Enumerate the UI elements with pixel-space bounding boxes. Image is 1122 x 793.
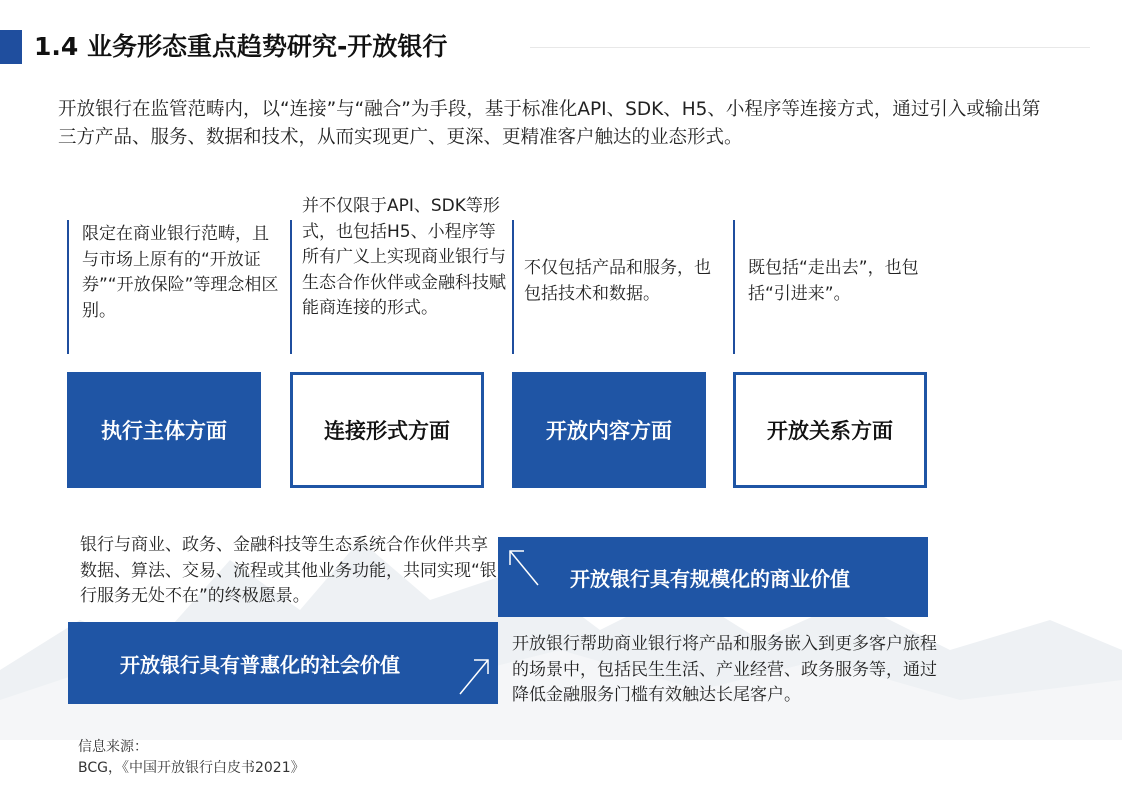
intro-paragraph: 开放银行在监管范畴内，以“连接”与“融合”为手段，基于标准化API、SDK、H5、小程序等连接方式，通过引入或输出第三方产品、服务、数据和技术，从而实现更广、更深、更精准客户触达的业态形式。 bbox=[58, 99, 1041, 148]
page-title: 1.4 业务形态重点趋势研究-开放银行 bbox=[34, 32, 448, 61]
aspect-box-executor: 执行主体方面 bbox=[67, 372, 261, 488]
social-value-banner bbox=[68, 622, 498, 704]
aspect-line-3 bbox=[512, 220, 514, 354]
aspect-box-connection: 连接形式方面 bbox=[290, 372, 484, 488]
social-value-label: 开放银行具有普惠化的社会价值 bbox=[120, 652, 400, 677]
source-note bbox=[78, 737, 305, 779]
aspect-desc-relation: 既包括“走出去”，也包括“引进来”。 bbox=[748, 258, 919, 304]
source-text: BCG，《中国开放银行白皮书2021》 bbox=[78, 760, 305, 776]
arrow-up-left-icon bbox=[506, 545, 542, 589]
commercial-value-desc: 银行与商业、政务、金融科技等生态系统合作伙伴共享数据、算法、交易、流程或其他业务功能，共同实现“银行服务无处不在”的终极愿景。 bbox=[80, 535, 497, 606]
aspect-line-4 bbox=[733, 220, 735, 354]
arrow-down-right-icon bbox=[456, 654, 492, 698]
title-divider bbox=[530, 47, 1090, 48]
aspect-line-2 bbox=[290, 220, 292, 354]
aspect-desc-connection: 并不仅限于API、SDK等形式，也包括H5、小程序等所有广义上实现商业银行与生态合作伙伴或金融科技赋能商连接的形式。 bbox=[302, 196, 506, 318]
aspect-desc-content: 不仅包括产品和服务，也包括技术和数据。 bbox=[524, 258, 711, 304]
social-value-desc: 开放银行帮助商业银行将产品和服务嵌入到更多客户旅程的场景中，包括民生生活、产业经营、政务服务等，通过降低金融服务门槛有效触达长尾客户。 bbox=[512, 634, 937, 705]
aspect-box-content: 开放内容方面 bbox=[512, 372, 706, 488]
aspect-desc-executor: 限定在商业银行范畴，且与市场上原有的“开放证券”“开放保险”等理念相区别。 bbox=[82, 224, 279, 321]
aspect-box-relation: 开放关系方面 bbox=[733, 372, 927, 488]
source-label: 信息来源： bbox=[78, 739, 148, 755]
commercial-value-banner bbox=[498, 537, 928, 617]
commercial-value-label: 开放银行具有规模化的商业价值 bbox=[570, 566, 850, 591]
title-accent-bar bbox=[0, 30, 22, 64]
aspect-line-1 bbox=[67, 220, 69, 354]
